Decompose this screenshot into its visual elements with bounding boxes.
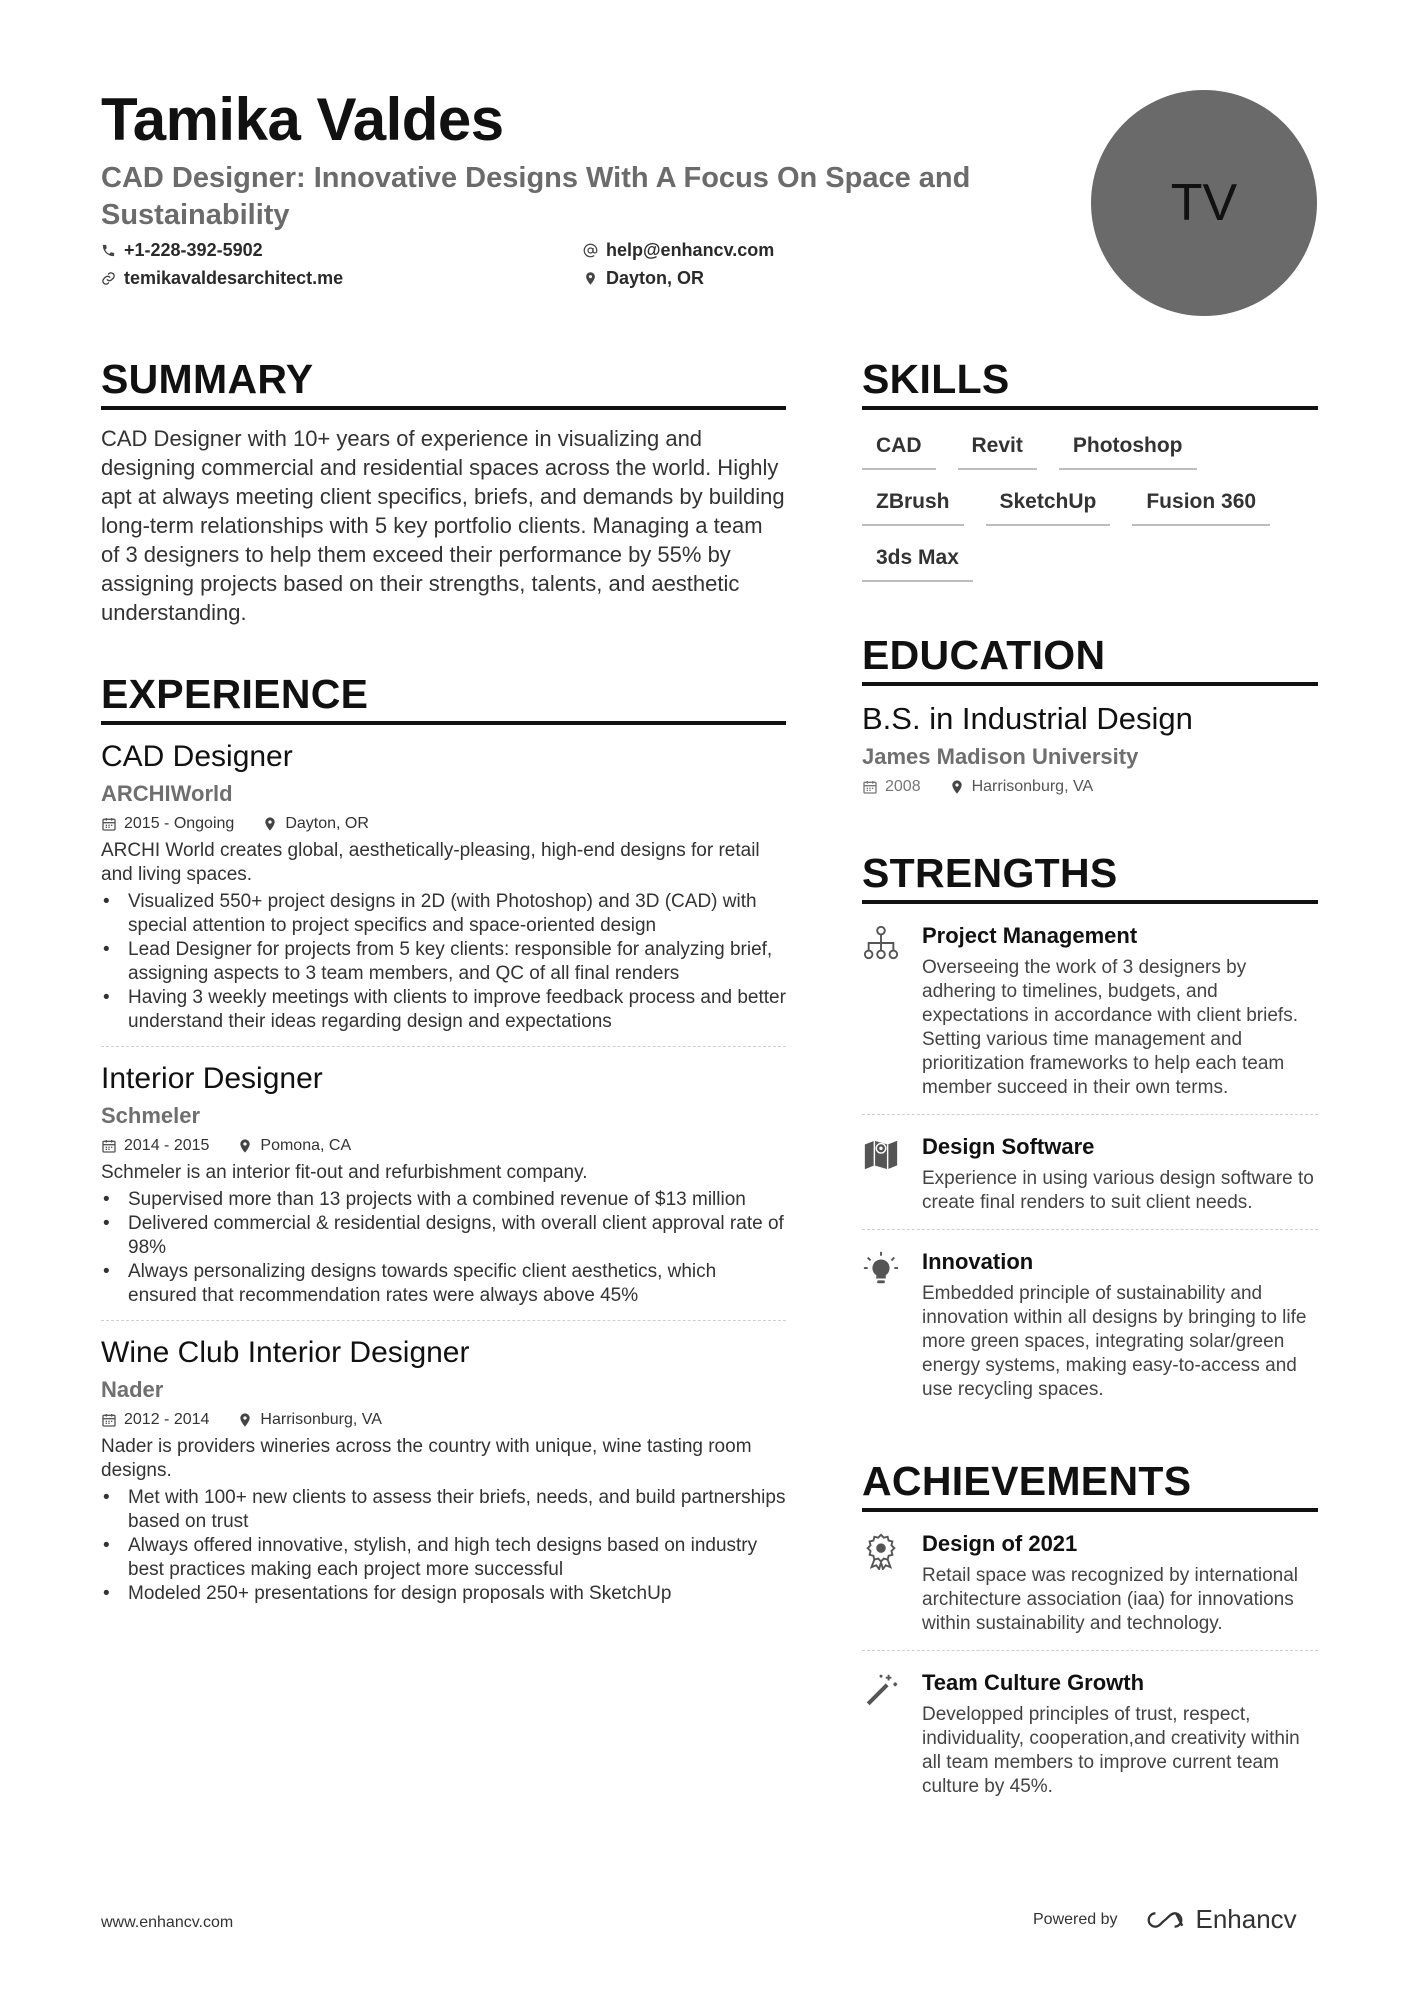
job-bullet: • Supervised more than 13 projects with a combined revenue of $13 million	[101, 1188, 786, 1212]
job-entry	[101, 1046, 786, 1320]
experience-heading: EXPERIENCE	[101, 669, 786, 725]
job-dates: 2012 - 2014	[124, 1411, 210, 1428]
resume-header	[101, 84, 1061, 296]
achievement-title: Design of 2021	[922, 1531, 1078, 1556]
location-pin-icon	[262, 816, 278, 832]
achievements-list	[862, 1512, 1318, 1813]
footer-branding	[1033, 1904, 1297, 1935]
job-bullet: • Delivered commercial & residential designs, with overall client approval rate of 98%	[101, 1212, 786, 1260]
summary-heading: SUMMARY	[101, 354, 786, 410]
calendar-icon	[101, 816, 117, 832]
job-bullet: • Modeled 250+ presentations for design proposals with SketchUp	[101, 1582, 786, 1606]
education-heading: EDUCATION	[862, 630, 1318, 686]
powered-by-text: Powered by	[1033, 1910, 1118, 1928]
job-description: Schmeler is an interior fit-out and refurbishment company.	[101, 1162, 588, 1183]
job-description: Nader is providers wineries across the country with unique, wine tasting room designs.	[101, 1436, 752, 1481]
edu-year: 2008	[885, 778, 921, 795]
hierarchy-icon	[862, 924, 900, 962]
job-meta	[101, 815, 786, 833]
job-bullets	[101, 890, 786, 1034]
job-bullet: • Met with 100+ new clients to assess their briefs, needs, and build partnerships based on trust	[101, 1486, 786, 1534]
calendar-icon	[101, 1412, 117, 1428]
avatar-initials: TV	[1170, 174, 1238, 232]
achievements-section	[862, 1456, 1318, 1813]
award-icon	[862, 1532, 900, 1570]
right-column	[862, 354, 1318, 1813]
edu-meta	[862, 778, 1318, 796]
job-bullet: • Always personalizing designs towards specific client aesthetics, which ensured that recommendation rates were always above 45%	[101, 1260, 786, 1308]
left-column	[101, 354, 786, 1618]
job-company: Nader	[101, 1377, 164, 1402]
location-pin-icon	[237, 1138, 253, 1154]
strengths-heading: STRENGTHS	[862, 848, 1318, 904]
job-bullets	[101, 1486, 786, 1606]
edu-location: Harrisonburg, VA	[971, 778, 1094, 795]
job-dates: 2015 - Ongoing	[124, 815, 235, 832]
location-pin-icon	[583, 271, 598, 286]
candidate-title: CAD Designer: Innovative Designs With A Focus On Space and Sustainability	[101, 162, 971, 231]
skill-tag: ZBrush	[862, 488, 964, 526]
achievement-item	[862, 1512, 1318, 1650]
strength-title: Innovation	[922, 1249, 1034, 1274]
phone-icon	[101, 243, 116, 258]
strength-description: Overseeing the work of 3 designers by adhering to timelines, budgets, and expectations in accordance with client briefs. Setting various time management and prioritization frameworks to help each team member succeed in their own terms.	[922, 957, 1298, 1098]
strengths-list	[862, 904, 1318, 1416]
contact-email[interactable]	[583, 240, 774, 261]
job-bullet: • Lead Designer for projects from 5 key clients: responsible for analyzing brief, assigning aspects to 3 team members, and QC of all final renders	[101, 938, 786, 986]
education-section	[862, 630, 1318, 796]
calendar-icon	[101, 1138, 117, 1154]
skill-tag: 3ds Max	[862, 544, 973, 582]
lightbulb-icon	[862, 1250, 900, 1288]
skill-tag: SketchUp	[986, 488, 1111, 526]
strengths-section	[862, 848, 1318, 1416]
location-pin-icon	[237, 1412, 253, 1428]
strength-description: Embedded principle of sustainability and innovation within all designs by bringing to life more green spaces, integrating solar/green energy systems, making easy-to-access and use recycling spaces.	[922, 1283, 1307, 1400]
job-title: Wine Club Interior Designer	[101, 1336, 470, 1369]
enhancv-logo-icon	[1142, 1908, 1188, 1932]
job-description: ARCHI World creates global, aesthetically-pleasing, high-end designs for retail and living spaces.	[101, 840, 760, 885]
contact-phone[interactable]	[101, 240, 263, 261]
strength-description: Experience in using various design software to create final renders to suit client needs.	[922, 1168, 1314, 1213]
calendar-icon	[862, 779, 878, 795]
job-bullet: • Always offered innovative, stylish, and high tech designs based on industry best practices making each project more successful	[101, 1534, 786, 1582]
skill-tag: Revit	[958, 432, 1037, 470]
skills-heading: SKILLS	[862, 354, 1318, 410]
strength-title: Design Software	[922, 1134, 1095, 1159]
at-icon	[583, 243, 598, 258]
edu-school: James Madison University	[862, 744, 1139, 769]
job-title: CAD Designer	[101, 740, 293, 773]
strength-item	[862, 904, 1318, 1114]
contact-location	[583, 268, 704, 289]
job-entry	[101, 1320, 786, 1618]
avatar	[1091, 90, 1317, 316]
achievement-title: Team Culture Growth	[922, 1670, 1145, 1695]
job-location: Dayton, OR	[285, 815, 369, 832]
achievement-description: Developped principles of trust, respect, individuality, cooperation,and creativity within all team members to improve current team culture by 45%.	[922, 1704, 1300, 1797]
job-location: Harrisonburg, VA	[260, 1411, 382, 1428]
job-location: Pomona, CA	[260, 1137, 352, 1154]
map-icon	[862, 1135, 900, 1173]
job-bullet: • Having 3 weekly meetings with clients to improve feedback process and better understand their ideas regarding design and expectations	[101, 986, 786, 1034]
strength-title: Project Management	[922, 923, 1138, 948]
footer-website[interactable]: www.enhancv.com	[101, 1914, 234, 1931]
candidate-name: Tamika Valdes	[101, 86, 504, 153]
edu-degree: B.S. in Industrial Design	[862, 701, 1193, 736]
achievement-description: Retail space was recognized by international architecture association (iaa) for innovations within sustainability and technology.	[922, 1565, 1298, 1634]
job-bullets	[101, 1188, 786, 1308]
link-icon	[101, 271, 116, 286]
brand-logo[interactable]	[1142, 1904, 1297, 1935]
summary-text: CAD Designer with 10+ years of experience in visualizing and designing commercial and residential spaces across the world. Highly apt at always meeting client specifics, briefs, and demands by building long-term relationships with 5 key portfolio clients. Managing a team of 3 designers to help them exceed their performance by 55% by assigning projects based on their strengths, talents, and aesthetic understanding.	[101, 426, 785, 625]
achievements-heading: ACHIEVEMENTS	[862, 1456, 1318, 1512]
strength-item	[862, 1114, 1318, 1229]
job-title: Interior Designer	[101, 1062, 323, 1095]
summary-section	[101, 354, 786, 627]
skill-tag: CAD	[862, 432, 936, 470]
job-company: Schmeler	[101, 1103, 201, 1128]
contact-block	[101, 240, 1061, 296]
website-text: temikavaldesarchitect.me	[124, 268, 344, 288]
job-dates: 2014 - 2015	[124, 1137, 210, 1154]
skill-tag: Fusion 360	[1132, 488, 1270, 526]
location-text: Dayton, OR	[606, 268, 705, 288]
skills-section	[862, 354, 1318, 582]
experience-section	[101, 669, 786, 1618]
email-text: help@enhancv.com	[606, 240, 775, 260]
strength-item	[862, 1229, 1318, 1416]
skill-tag: Photoshop	[1059, 432, 1197, 470]
brand-name: Enhancv	[1195, 1904, 1297, 1934]
magic-wand-icon	[862, 1671, 900, 1709]
job-company: ARCHIWorld	[101, 781, 233, 806]
location-pin-icon	[949, 779, 965, 795]
job-meta	[101, 1137, 786, 1155]
achievement-item	[862, 1650, 1318, 1813]
phone-text: +1-228-392-5902	[124, 240, 263, 260]
skills-list	[862, 432, 1318, 582]
job-entry	[101, 739, 786, 1046]
job-list	[101, 739, 786, 1618]
contact-website[interactable]	[101, 268, 343, 289]
job-bullet: • Visualized 550+ project designs in 2D (with Photoshop) and 3D (CAD) with special attention to project specifics and space-oriented design	[101, 890, 786, 938]
job-meta	[101, 1411, 786, 1429]
